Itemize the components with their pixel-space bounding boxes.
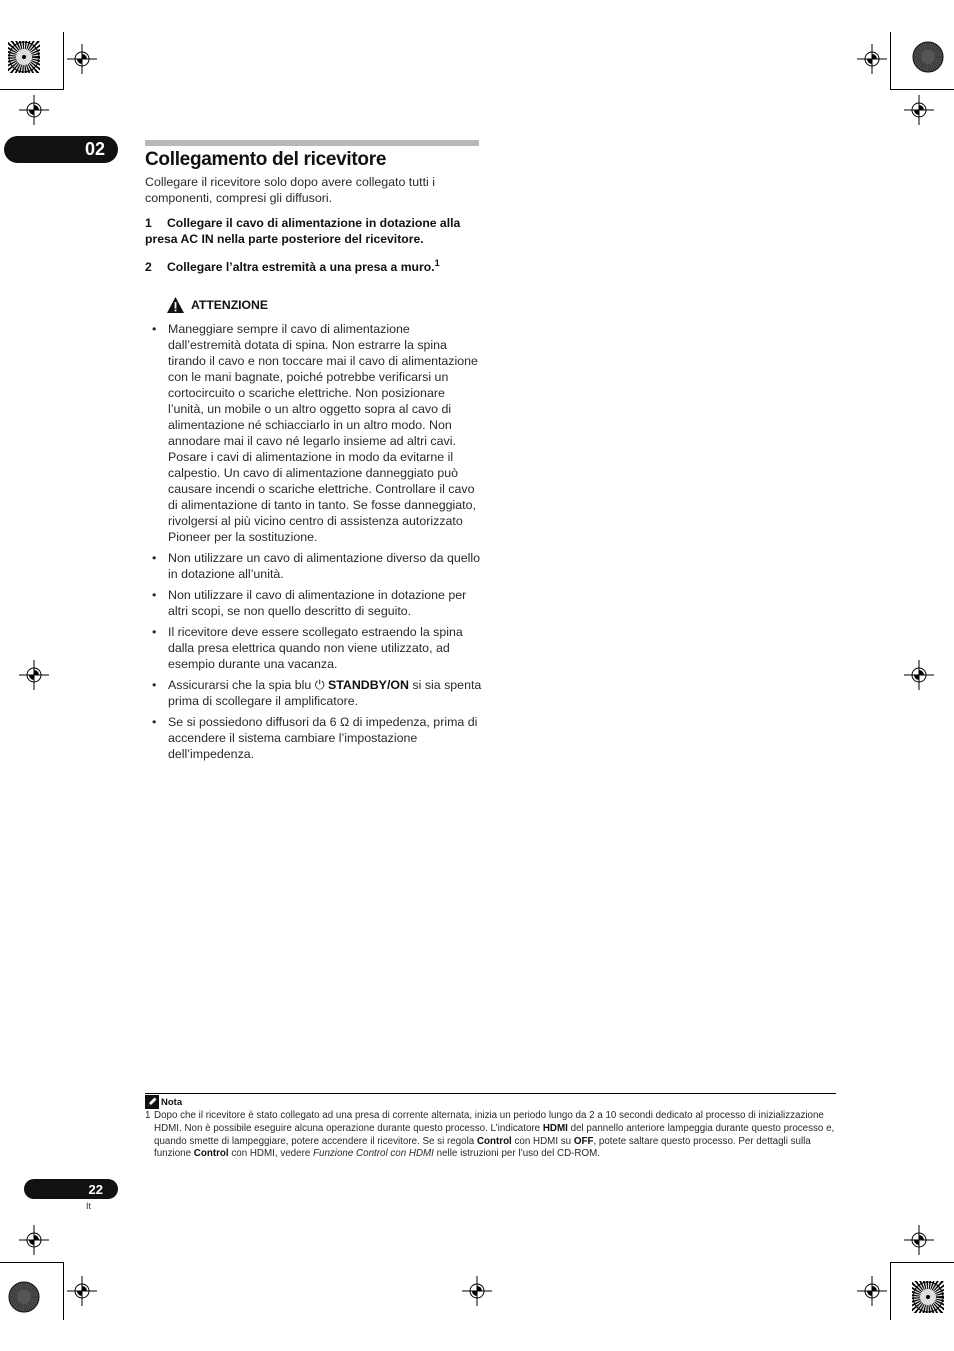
footnote-number: 1 [145,1110,151,1121]
color-wheel-icon [8,1281,40,1313]
color-wheel-icon [912,1281,944,1313]
note-heading [145,1095,182,1109]
color-wheel-icon [8,41,40,73]
list-item: • Non utilizzare un cavo di alimentazione diverso da quello in dotazione all’unità. [152,551,481,581]
power-icon: ⏻ [314,678,325,692]
page-number: 22 [88,1181,103,1197]
section-title: Collegamento del ricevitore [145,149,387,170]
registration-mark-icon [904,1225,934,1255]
cross-reference: Funzione Control con HDMI [313,1148,434,1160]
warning-label: ATTENZIONE [191,298,268,312]
ohm-symbol: Ω [340,715,350,729]
list-item: • Se si possiedono diffusori da 6 Ω di impedenza, prima di accendere il sistema cambiare l’impostazione dell’impedenza. [152,715,478,761]
registration-mark-icon [19,95,49,125]
registration-mark-icon [904,660,934,690]
standby-on-label: STANDBY/ON [327,678,409,692]
list-item: • Maneggiare sempre il cavo di alimentazione dall’estremità dotata di spina. Non estrarre la spina tirando il cavo e non toccare mai il cavo di alimentazione con le mani bagnate, poiché potrebbe verificarsi un cortocircuito o scariche elettriche. Non posizionare l’unità, un mobile o un altro oggetto sopra al cavo di alimentazione né schiacciarlo in un altro modo. Non annodare mai il cavo né legarlo insieme ad altri cavi. Posare i cavi di alimentazione in modo da evitarne il calpestio. Un cavo di alimentazione danneggiato può causare incendi o scariche elettriche. Controllare il cavo di alimentazione di tanto in tanto. Se fosse danneggiato, rivolgersi al più vicino centro di assistenza autorizzato Pioneer per la sostituzione. [152,322,478,544]
footnote: 1 Dopo che il ricevitore è stato collegato ad una presa di corrente alternata, inizia un periodo lungo da 2 a 10 secondi dedicato al processo di inizializzazione HDMI. Non è possibile eseguire alcuna operazione durante questo processo. L’indicatore HDMI del pannello anteriore lampeggia durante questo processo e, quando smette di lampeggiare, potere accendere il ricevitore. Se si regola Control con HDMI su OFF, potete saltare questo processo. Per dettagli sulla funzione Control con HDMI, vedere Funzione Control con HDMI nelle istruzioni per l’uso del CD-ROM. [145,1110,835,1160]
step-1 [145,215,485,247]
pencil-note-icon [145,1095,159,1109]
registration-mark-icon [19,1225,49,1255]
step-number: 1 [145,216,152,230]
warning-heading [166,296,268,314]
language-code: It [86,1201,92,1211]
intro-paragraph: Collegare il ricevitore solo dopo avere collegato tutti i componenti, compresi gli diffusori. [145,175,435,205]
registration-mark-icon [19,660,49,690]
list-item: • Il ricevitore deve essere scollegato estraendo la spina dalla presa elettrica quando non viene utilizzato, ad esempio durante una vacanza. [152,625,463,671]
note-label: Nota [161,1096,183,1108]
footnote-ref[interactable]: 1 [434,257,440,268]
list-item: • Assicurarsi che la spia blu ⏻ STANDBY/ON si sia spenta prima di scollegare il amplificatore. [152,678,482,708]
page-number-tab [24,1179,118,1199]
chapter-number: 02 [84,139,105,159]
registration-mark-icon [904,95,934,125]
registration-mark-icon [67,44,97,74]
registration-mark-icon [67,1276,97,1306]
registration-mark-icon [857,1276,887,1306]
step-text: Collegare l’altra estremità a una presa a muro. [167,260,435,274]
registration-mark-icon [857,44,887,74]
list-item: • Non utilizzare il cavo di alimentazione in dotazione per altri scopi, se non quello descritto di seguito. [152,588,467,618]
warning-triangle-icon [166,296,185,314]
registration-mark-icon [462,1276,492,1306]
step-number: 2 [145,260,152,274]
color-wheel-icon [912,41,944,73]
section-divider [145,140,479,146]
step-text: Collegare il cavo di alimentazione in dotazione alla presa AC IN nella parte posteriore del ricevitore. [145,216,461,246]
chapter-tab [4,136,118,163]
warning-list [152,321,482,767]
note-divider [145,1093,836,1094]
step-2 [145,259,485,275]
